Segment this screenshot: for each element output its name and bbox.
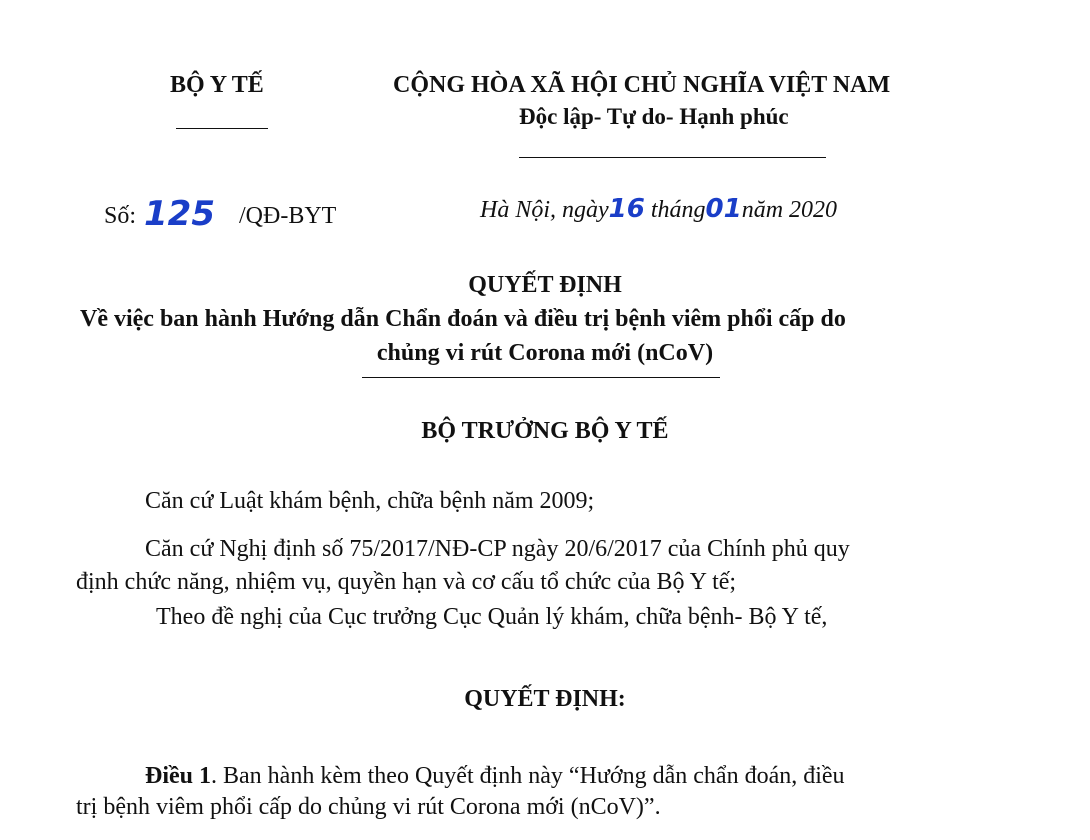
- place-date-line: [480, 194, 837, 224]
- authority-heading: BỘ TRƯỞNG BỘ Y TẾ: [421, 418, 669, 444]
- handwritten-month: 01: [705, 194, 742, 224]
- basis-item-2-line-2: định chức năng, nhiệm vụ, quyền hạn và cơ cấu tổ chức của Bộ Y tế;: [76, 569, 737, 595]
- decision-subject-line-1: Về việc ban hành Hướng dẫn Chẩn đoán và điều trị bệnh viêm phổi cấp do: [80, 306, 846, 332]
- number-prefix: Số:: [104, 203, 137, 229]
- year-text: năm 2020: [741, 197, 838, 223]
- handwritten-number: 125: [144, 194, 215, 234]
- article-1-text: . Ban hành kèm theo Quyết định này “Hướng dẫn chẩn đoán, điều: [211, 763, 845, 789]
- article-1-label: Điều 1: [145, 763, 211, 789]
- subject-underline: [362, 377, 720, 378]
- national-motto: Độc lập- Tự do- Hạnh phúc: [519, 104, 789, 129]
- ministry-name: BỘ Y TẾ: [170, 72, 264, 98]
- decides-heading: QUYẾT ĐỊNH:: [464, 686, 626, 712]
- decision-title: QUYẾT ĐỊNH: [468, 272, 622, 298]
- document-number-line: [104, 192, 336, 232]
- basis-item-3: Theo đề nghị của Cục trưởng Cục Quản lý khám, chữa bệnh- Bộ Y tế,: [156, 604, 828, 630]
- month-label: tháng: [650, 197, 706, 223]
- date-prefix: Hà Nội, ngày: [480, 197, 609, 223]
- decision-subject-line-2: chủng vi rút Corona mới (nCoV): [376, 340, 714, 366]
- basis-item-2-line-1: Căn cứ Nghị định số 75/2017/NĐ-CP ngày 20/6/2017 của Chính phủ quy: [145, 536, 850, 562]
- basis-item-1: Căn cứ Luật khám bệnh, chữa bệnh năm 2009;: [145, 488, 595, 514]
- ministry-underline: [176, 128, 268, 129]
- handwritten-day: 16: [608, 194, 645, 224]
- motto-underline: [519, 157, 826, 158]
- number-suffix: /QĐ-BYT: [239, 203, 337, 229]
- article-1-line-1: [145, 763, 845, 790]
- republic-name: CỘNG HÒA XÃ HỘI CHỦ NGHĨA VIỆT NAM: [393, 72, 891, 98]
- article-1-line-2: trị bệnh viêm phổi cấp do chủng vi rút Corona mới (nCoV)”.: [76, 794, 661, 820]
